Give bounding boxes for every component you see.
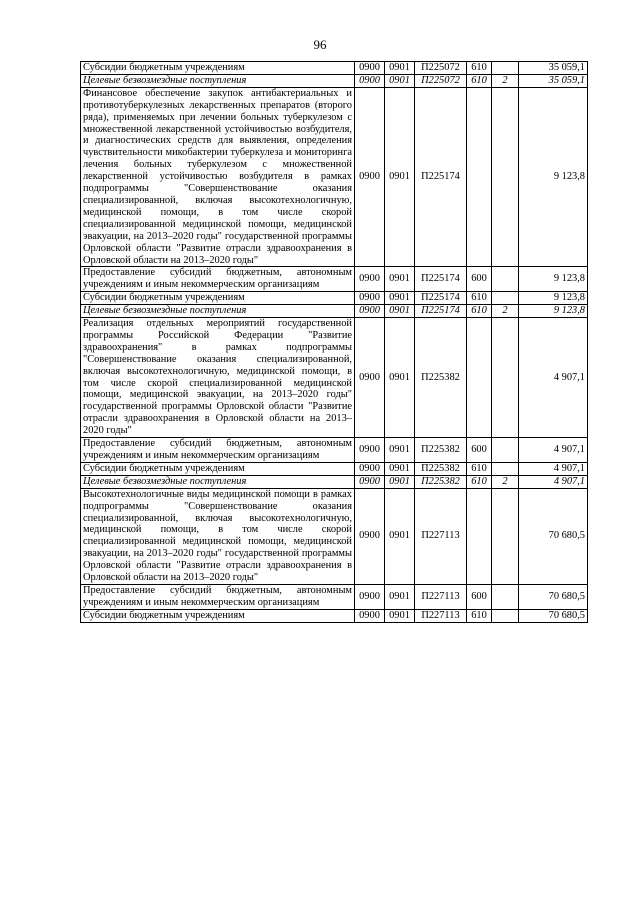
row-csr: П225174 bbox=[415, 292, 467, 305]
row-gr: 0900 bbox=[355, 318, 385, 438]
row-src bbox=[492, 62, 519, 75]
row-csr: П225382 bbox=[415, 462, 467, 475]
row-src bbox=[492, 609, 519, 622]
row-csr: П227113 bbox=[415, 609, 467, 622]
row-src: 2 bbox=[492, 475, 519, 488]
table-row bbox=[81, 87, 588, 267]
row-sec: 0901 bbox=[385, 62, 415, 75]
row-vr bbox=[467, 488, 492, 584]
row-src bbox=[492, 462, 519, 475]
row-csr: П227113 bbox=[415, 584, 467, 609]
row-gr: 0900 bbox=[355, 74, 385, 87]
row-csr: П225174 bbox=[415, 87, 467, 267]
row-vr: 600 bbox=[467, 267, 492, 292]
row-gr: 0900 bbox=[355, 305, 385, 318]
table-row bbox=[81, 584, 588, 609]
row-gr: 0900 bbox=[355, 292, 385, 305]
row-sec: 0901 bbox=[385, 305, 415, 318]
row-name: Субсидии бюджетным учреждениям bbox=[81, 462, 355, 475]
row-vr: 610 bbox=[467, 475, 492, 488]
row-name: Целевые безвозмездные поступления bbox=[81, 475, 355, 488]
row-name: Реализация отдельных мероприятий государственной программы Российской Федерации "Развитие здравоохранения" в рамках подпрограммы "Совершенствование оказания специализированной, включая высокотехнологичную, медицинской помощи, в том числе скорой специализированной медицинской помощи, медицинской эвакуации, на 2013–2020 годы" государственной программы Орловской области "Развитие отрасли здравоохранения в Орловской области на 2013–2020 годы" bbox=[81, 318, 355, 438]
row-name: Субсидии бюджетным учреждениям bbox=[81, 609, 355, 622]
row-src bbox=[492, 318, 519, 438]
row-vr: 610 bbox=[467, 609, 492, 622]
table-row bbox=[81, 62, 588, 75]
row-src bbox=[492, 488, 519, 584]
row-src bbox=[492, 292, 519, 305]
row-amount: 9 123,8 bbox=[519, 292, 588, 305]
row-sec: 0901 bbox=[385, 74, 415, 87]
row-name: Финансовое обеспечение закупок антибактериальных и противотуберкулезных лекарственных препаратов (второго ряда), применяемых при лечении больных туберкулезом с множественной лекарственной устойчивостью возбудителя, и диагностических средств для выявления, определения чувствительности микобактерии туберкулеза и мониторинга лечения больных туберкулезом с множественной лекарственной устойчивостью возбудителя в рамках подпрограммы "Совершенствование оказания специализированной, включая высокотехнологичную, медицинской помощи, в том числе скорой специализированной медицинской помощи, медицинской эвакуации, на 2013–2020 годы" государственной программы Орловской области "Развитие отрасли здравоохранения в Орловской области на 2013–2020 годы" bbox=[81, 87, 355, 267]
row-sec: 0901 bbox=[385, 292, 415, 305]
row-amount: 4 907,1 bbox=[519, 438, 588, 463]
row-vr: 610 bbox=[467, 305, 492, 318]
table-row bbox=[81, 267, 588, 292]
row-name: Предоставление субсидий бюджетным, автономным учреждениям и иным некоммерческим организациям bbox=[81, 584, 355, 609]
row-src bbox=[492, 584, 519, 609]
row-amount: 35 059,1 bbox=[519, 62, 588, 75]
row-csr: П225072 bbox=[415, 74, 467, 87]
row-gr: 0900 bbox=[355, 267, 385, 292]
row-sec: 0901 bbox=[385, 488, 415, 584]
row-csr: П225382 bbox=[415, 438, 467, 463]
row-amount: 4 907,1 bbox=[519, 318, 588, 438]
row-name: Предоставление субсидий бюджетным, автономным учреждениям и иным некоммерческим организациям bbox=[81, 267, 355, 292]
row-name: Целевые безвозмездные поступления bbox=[81, 305, 355, 318]
row-gr: 0900 bbox=[355, 475, 385, 488]
row-amount: 9 123,8 bbox=[519, 267, 588, 292]
row-src: 2 bbox=[492, 74, 519, 87]
row-csr: П227113 bbox=[415, 488, 467, 584]
row-gr: 0900 bbox=[355, 62, 385, 75]
row-csr: П225174 bbox=[415, 305, 467, 318]
row-name: Высокотехнологичные виды медицинской помощи в рамках подпрограммы "Совершенствование оказания специализированной, включая высокотехнологичную, медицинской помощи, в том числе скорой специализированной медицинской помощи, медицинской эвакуации, на 2013–2020 годы" государственной программы Орловской области "Развитие отрасли здравоохранения в Орловской области на 2013–2020 годы" bbox=[81, 488, 355, 584]
row-csr: П225072 bbox=[415, 62, 467, 75]
row-amount: 70 680,5 bbox=[519, 584, 588, 609]
row-src bbox=[492, 438, 519, 463]
table-row bbox=[81, 318, 588, 438]
row-csr: П225382 bbox=[415, 475, 467, 488]
row-name: Субсидии бюджетным учреждениям bbox=[81, 62, 355, 75]
row-amount: 4 907,1 bbox=[519, 475, 588, 488]
row-name: Целевые безвозмездные поступления bbox=[81, 74, 355, 87]
row-sec: 0901 bbox=[385, 87, 415, 267]
row-src bbox=[492, 267, 519, 292]
row-amount: 9 123,8 bbox=[519, 87, 588, 267]
row-amount: 70 680,5 bbox=[519, 609, 588, 622]
row-sec: 0901 bbox=[385, 267, 415, 292]
page-number: 96 bbox=[313, 37, 327, 52]
row-sec: 0901 bbox=[385, 462, 415, 475]
budget-table-body bbox=[81, 62, 588, 623]
table-row bbox=[81, 462, 588, 475]
row-src: 2 bbox=[492, 305, 519, 318]
row-gr: 0900 bbox=[355, 462, 385, 475]
row-src bbox=[492, 87, 519, 267]
row-name: Предоставление субсидий бюджетным, автономным учреждениям и иным некоммерческим организациям bbox=[81, 438, 355, 463]
table-row bbox=[81, 292, 588, 305]
row-gr: 0900 bbox=[355, 609, 385, 622]
row-vr: 610 bbox=[467, 74, 492, 87]
row-vr: 610 bbox=[467, 62, 492, 75]
row-vr: 610 bbox=[467, 292, 492, 305]
row-vr bbox=[467, 87, 492, 267]
row-gr: 0900 bbox=[355, 488, 385, 584]
row-gr: 0900 bbox=[355, 87, 385, 267]
table-row bbox=[81, 475, 588, 488]
row-vr bbox=[467, 318, 492, 438]
row-csr: П225174 bbox=[415, 267, 467, 292]
row-name: Субсидии бюджетным учреждениям bbox=[81, 292, 355, 305]
row-amount: 35 059,1 bbox=[519, 74, 588, 87]
row-sec: 0901 bbox=[385, 584, 415, 609]
row-vr: 610 bbox=[467, 462, 492, 475]
row-sec: 0901 bbox=[385, 318, 415, 438]
row-amount: 4 907,1 bbox=[519, 462, 588, 475]
row-vr: 600 bbox=[467, 438, 492, 463]
row-amount: 9 123,8 bbox=[519, 305, 588, 318]
table-row bbox=[81, 74, 588, 87]
row-gr: 0900 bbox=[355, 584, 385, 609]
table-row bbox=[81, 305, 588, 318]
row-amount: 70 680,5 bbox=[519, 488, 588, 584]
row-sec: 0901 bbox=[385, 609, 415, 622]
row-gr: 0900 bbox=[355, 438, 385, 463]
row-csr: П225382 bbox=[415, 318, 467, 438]
table-row bbox=[81, 609, 588, 622]
row-sec: 0901 bbox=[385, 438, 415, 463]
budget-table bbox=[80, 61, 588, 623]
table-row bbox=[81, 438, 588, 463]
row-sec: 0901 bbox=[385, 475, 415, 488]
table-row bbox=[81, 488, 588, 584]
row-vr: 600 bbox=[467, 584, 492, 609]
